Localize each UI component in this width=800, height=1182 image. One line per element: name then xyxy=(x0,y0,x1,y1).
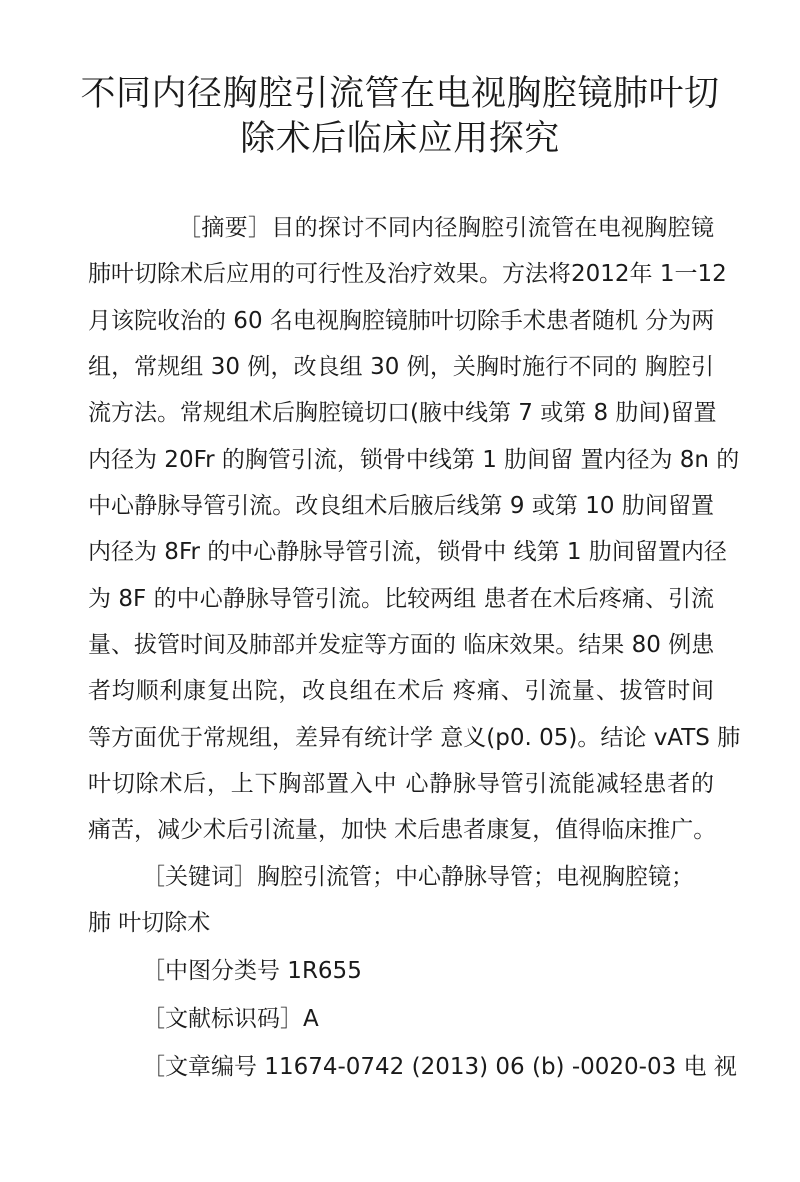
abstract-line: 痛苦，减少术后引流量，加快 术后患者康复，值得临床推广。 xyxy=(88,817,717,843)
keywords-line: ［关键词］胸腔引流管；中心静脉导管；电视胸腔镜； xyxy=(142,864,694,890)
abstract-line: 者均顺利康复出院，改良组在术后 疼痛、引流量、拔管时间 xyxy=(88,678,714,704)
title-line-2: 除术后临床应用探究 xyxy=(240,119,560,159)
abstract-line: 量、拔管时间及肺部并发症等方面的 临床效果。结果 80 例患 xyxy=(88,632,715,658)
article-number: ［文章编号 11674-0742 (2013) 06 (b) -0020-03 电 视 xyxy=(142,1054,737,1080)
abstract-line: ［摘要］目的探讨不同内径胸腔引流管在电视胸腔镜 xyxy=(178,215,714,241)
abstract-line: 等方面优于常规组，差异有统计学 意义(p0. 05)。结论 vATS 肺 xyxy=(88,725,741,751)
abstract-line: 中心静脉导管引流。改良组术后腋后线第 9 或第 10 肋间留置 xyxy=(88,493,714,519)
title-line-1: 不同内径胸腔引流管在电视胸腔镜肺叶切 xyxy=(80,74,720,114)
abstract-line: 月该院收治的 60 名电视胸腔镜肺叶切除手术患者随机 分为两 xyxy=(88,308,715,334)
keywords-continuation: 肺 叶切除术 xyxy=(88,910,211,936)
abstract-line: 内径为 20Fr 的胸管引流，锁骨中线第 1 肋间留 置内径为 8n 的 xyxy=(88,447,740,473)
abstract-line: 肺叶切除术后应用的可行性及治疗效果。方法将2012年 1一12 xyxy=(88,261,727,287)
abstract-line: 叶切除术后，上下胸部置入中 心静脉导管引流能减轻患者的 xyxy=(88,771,714,797)
abstract-line: 内径为 8Fr 的中心静脉导管引流，锁骨中 线第 1 肋间留置内径 xyxy=(88,539,727,565)
classification-number: ［中图分类号 1R655 xyxy=(142,958,362,984)
document-code: ［文献标识码］A xyxy=(142,1006,319,1032)
abstract-line: 组，常规组 30 例，改良组 30 例，关胸时施行不同的 胸腔引 xyxy=(88,354,714,380)
abstract-line: 流方法。常规组术后胸腔镜切口(腋中线第 7 或第 8 肋间)留置 xyxy=(88,400,717,426)
abstract-line: 为 8F 的中心静脉导管引流。比较两组 患者在术后疼痛、引流 xyxy=(88,586,714,612)
